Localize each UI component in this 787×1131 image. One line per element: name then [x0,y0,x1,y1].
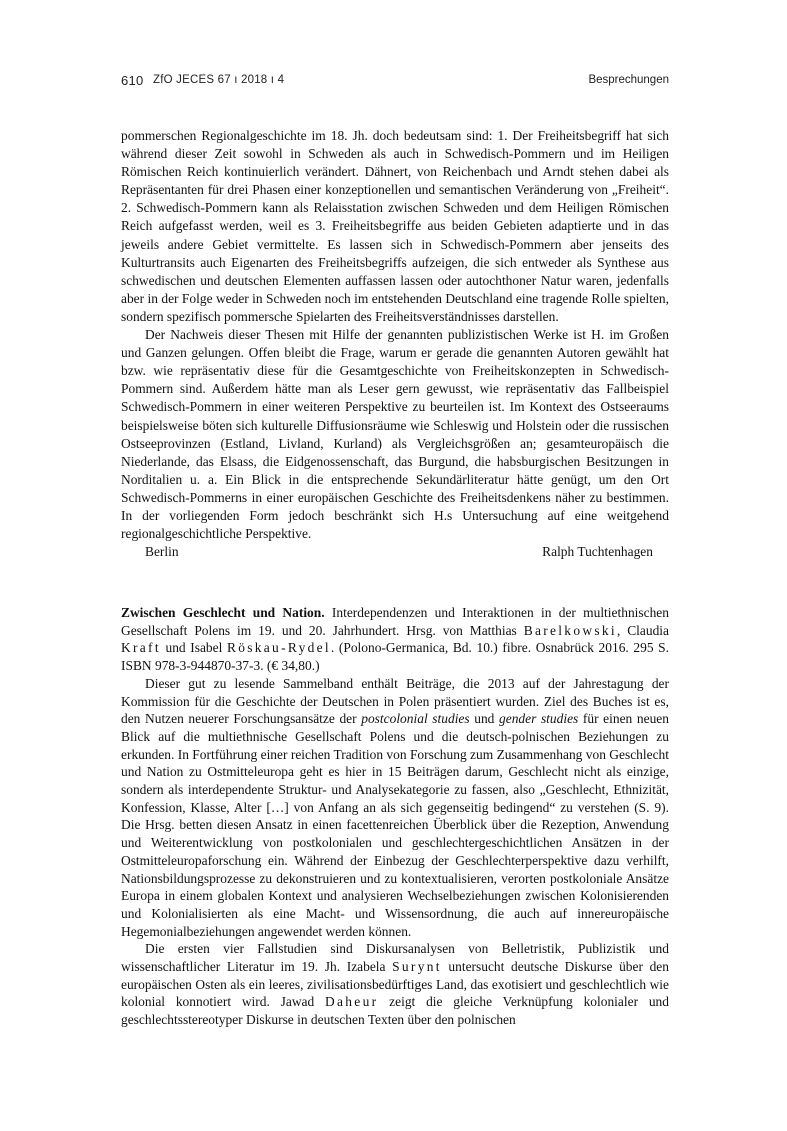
editor-name-2: Kraft [121,640,161,656]
review2-paragraph-2 [121,940,669,1029]
section-title: Besprechungen [588,74,669,86]
author-name-surynt: Surynt [392,959,442,975]
text-run: untersucht deutsche Diskurse über den europäischen Osten als ein leeres, zivilisationsbedürftiges Land, das exotisiert und geschlechtlich wie kolonial konnotiert wird. Jawad [121,959,669,1010]
book-subtitle: Interdependenzen und Interaktionen in der multiethnischen Gesellschaft Polens im 19. und 20. Jahrhundert. Hrsg. von Matthias [121,605,669,638]
text-run: zeigt die gleiche Verknüpfung kolonialer und geschlechtsstereotyper Diskurse in deutschen Texten über den polnischen [121,994,669,1028]
review1-paragraph-1: pommerschen Regionalgeschichte im 18. Jh. doch bedeutsam sind: 1. Der Freiheitsbegriff hat sich während dieser Zeit sowohl in Schweden als auch in Schwedisch-Pommern und im Heiligen Römischen Reich kontinuierlich verändert. Dähnert, von Reichenbach und Arndt stehen dabei als Repräsentanten für drei Phasen einer konzeptionellen und semantischen Veränderung von „Freiheit“. 2. Schwedisch-Pommern kann als Relaisstation zwischen Schweden und dem Heiligen Römischen Reich aufgefasst werden, weil es 3. Freiheitsbegriffe aus beiden Gebieten adaptierte und in das jeweils andere Gebiet vermittelte. Es lassen sich in Schwedisch-Pommern aber jenseits des Kulturtransits auch Eigenarten des Freiheitsbegriffs aufzeigen, die sich entweder als Synthese aus schwedischen und deutschen Elementen auffassen lassen oder autochthoner Natur waren, jedenfalls aber in der Folge weder in Schweden noch im entstehenden Deutschland eine tragende Rolle spielten, sondern spezifisch pommersche Spielarten des Freiheitsverständnisses darstellen. [121,128,669,324]
review1-signature [121,543,669,561]
review-continued [121,127,669,561]
text-run: Die ersten vier Fallstudien sind Diskursanalysen von Belletristik, Publizistik und wissenschaftlicher Literatur im 19. Jh. Izabela [121,941,669,975]
editor-name-3: Röskau-Rydel [226,640,331,656]
review2-bibliographic-entry [121,604,669,675]
reviewer-city: Berlin [145,544,179,560]
page-number: 610 [121,73,144,88]
review-new [121,604,669,1029]
review1-paragraph-2: Der Nachweis dieser Thesen mit Hilfe der genannten publizistischen Werke ist H. im Großen und Ganzen gelungen. Offen bleibt die Frage, warum er gerade die genannten Autoren gewählt hat bzw. wie repräsentativ diese für die Gesamtgeschichte von Freiheitskonzepten in Schwedisch-Pommern sind. Außerdem hätte man als Leser gern gewusst, wie repräsentativ das Fallbeispiel Schwedisch-Pommern in einer weiteren Perspektive zu beurteilen ist. Im Kontext des Ostseeraums beispielsweise böten sich kulturelle Diffusionsräume wie Schleswig und Holstein oder die russischen Ostseeprovinzen (Estland, Livland, Kurland) als Vergleichsgrößen an; gesamteuropäisch die Niederlande, das Elsass, die Eidgenossenschaft, das Burgund, die habsburgischen Besitzungen in Norditalien u. a. Ein Blick in die entsprechende Sekundärliteratur hätte genügt, um den Ort Schwedisch-Pommerns in einer europäischen Geschichte des Freiheitsdenkens näher zu bestimmen. In der vorliegenden Form jedoch beschränkt sich H.s Untersuchung auf eine weitgehend regionalgeschichtliche Perspektive. [121,327,669,542]
bibliographic-details: . (Polono-Germanica, Bd. 10.) fibre. Osnabrück 2016. 295 S. ISBN 978-3-944870-37-3. (€ 34,80.) [121,640,669,674]
editor-name-1: Barelkowski [523,622,617,638]
running-header [121,73,669,91]
italic-term-gender: gender studies [499,711,579,727]
author-name-daheur: Daheur [325,994,379,1010]
italic-term-postcolonial: postcolonial studies [361,711,470,727]
text-run: und [469,711,500,727]
journal-citation: ZfO JECES 67 ı 2018 ı 4 [153,74,285,86]
text-run: Dieser gut zu lesende Sammelband enthält Beiträge, die 2013 auf der Jahrestagung der Kommission für die Geschichte der Deutschen in Polen präsentiert wurden. Ziel des Buches ist es, den Nutzen neuerer Forschungsansätze der [121,675,669,727]
editor-separator-2: und Isabel [160,640,227,656]
book-title: Zwischen Geschlecht und Nation. [121,605,325,620]
reviewer-name: Ralph Tuchtenhagen [542,544,653,560]
review2-paragraph-1 [121,675,669,941]
editor-separator-1: , Claudia [616,622,669,638]
text-run: für einen neuen Blick auf die multiethnische Gesellschaft Polens und die deutsch-polnischen Beziehungen zu erkunden. In Fortführung einer reichen Tradition von Forschung zum Zusammenhang von Geschlecht und Nation zu Ostmitteleuropa geht es hier in 15 Beiträgen darum, Geschlecht nicht als einzige, sondern als interdependente Struktur- und Analysekategorie zu fassen, also „Geschlecht, Ethnizität, Konfession, Klasse, Alter […] von Anfang an als sich gegenseitig bedingend“ zu verstehen (S. 9). Die Hrsg. betten diesen Ansatz in einen facettenreichen Überblick über die Rezeption, Anwendung und Weiterentwicklung von postkolonialen und geschlechtergeschichtlichen Ansätzen in der Ostmitteleuropaforschung ein. Während der Einbezug der Geschlechterperspektive dazu verhilft, Nationsbildungsprozesse zu dekonstruieren und zu kontextualisieren, verorten postkoloniale Ansätze Europa in einem globalen Kontext und analysieren Wechselbeziehungen zwischen Kolonisierenden und Kolonialisierten als eine Macht- und Wissensordnung, die auch auf innereuropäische Hegemonialbeziehungen angewendet werden können. [121,711,669,939]
